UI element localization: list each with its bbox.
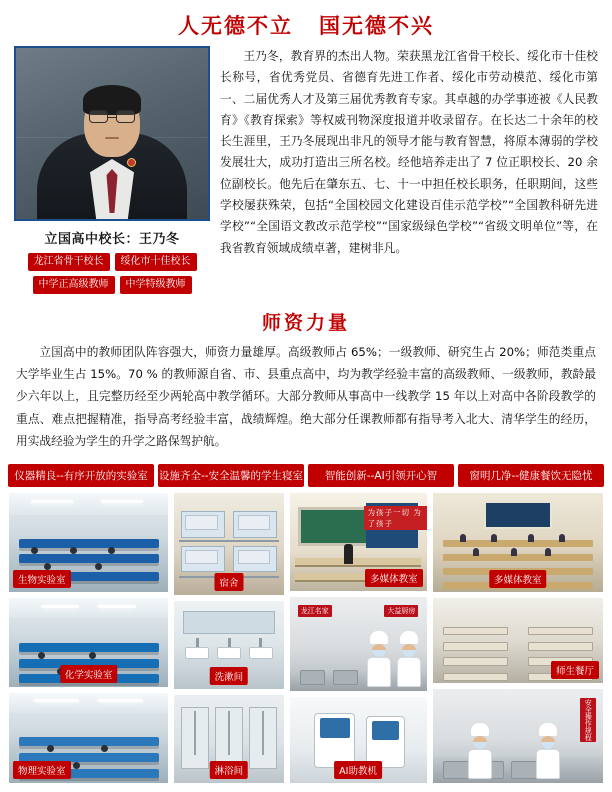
photo-label: AI助教机 (334, 761, 382, 779)
photo-chemistry-lab (8, 597, 169, 689)
photo-label: 师生餐厅 (551, 661, 599, 679)
photo-physics-lab (8, 692, 169, 784)
facility-header-labs: 仪器精良--有序开放的实验室 (8, 464, 154, 487)
collage-column-ai (289, 492, 428, 784)
facility-header-row (0, 452, 612, 492)
photo-kitchen (289, 596, 428, 692)
principal-photo (14, 46, 210, 221)
principal-caption: 立国高中校长：王乃冬 (44, 232, 180, 247)
facility-header-dining: 窗明几净--健康餐饮无隐忧 (458, 464, 604, 487)
kitchen-sign-vertical: 安全操作规程 (580, 698, 596, 742)
photo-label: 多媒体教室 (489, 570, 547, 588)
principal-tag: 中学正高级教师 (33, 276, 115, 294)
faculty-section (0, 341, 612, 452)
principal-tag: 绥化市十佳校长 (115, 253, 197, 271)
kitchen-sign-right: 大益厨房 (384, 605, 418, 617)
photo-kitchen-prep (432, 688, 604, 784)
principal-section (0, 46, 612, 294)
headline-left: 人无德不立 (178, 13, 293, 38)
classroom-banner: 为孩子一切 为了孩子 (364, 506, 427, 530)
principal-tag: 中学特级教师 (120, 276, 192, 294)
photo-label: 化学实验室 (60, 665, 118, 683)
photo-washroom (173, 600, 284, 690)
page-title (0, 0, 612, 46)
photo-label: 洗漱间 (210, 667, 249, 685)
photo-biology-lab (8, 492, 169, 593)
photo-label: 宿舍 (214, 573, 243, 591)
faculty-paragraph: 立国高中的教师团队阵容强大，师资力量雄厚。高级教师占 65%；一级教师、研究生占 20%；师范类重点大学毕业生占 15%。70 % 的教师源自省、市、县重点高中，均为教学经验丰富的高级教师、一级教师，教龄最少六年以上，且完整历经至少两轮高中教学循环。大部分教师从事高中一线教学 15 年以上对高中各阶段教学的重点、难点把握精准，指导高考经验丰富，战绩辉煌。绝大部分任课教师都有指导考入北大、清华学生的经历，用实战经验为学生的升学之路保驾护航。 (16, 345, 596, 448)
facility-header-ai: 智能创新--AI引领开心智 (308, 464, 454, 487)
photo-dorm (173, 492, 284, 595)
faculty-section-title: 师资力量 (261, 312, 350, 334)
headline-right: 国无德不兴 (319, 13, 434, 38)
photo-multimedia-classroom-2 (432, 492, 604, 592)
biography-paragraph: 王乃冬，教育界的杰出人物。荣获黑龙江省骨干校长、绥化市十佳校长称号，省优秀党员、省德育先进工作者、绥化市劳动模范、绥化市第一、二届优秀人才及第三届优秀教育专家。其卓越的办学事迹被《人民教育》《教育探索》等权威刊物深度报道并收录留存。在长达二十余年的校长生涯里，王乃冬展现出非凡的领导才能与教育智慧，将原本薄弱的学校发展壮大，成功打造出三所名校。经他培养走出了 7 位正职校长、20 余位副校长。他先后在肇东五、七、十一中担任校长职务，任职期间，这些学校屡获殊荣，包括“全国校园文化建设百佳示范学校”“全国教科研先进学校”“全国语文教改示范学校”“国家级绿色学校”“省级文明单位”等，在我省教育领域成绩卓著，建树非凡。 (220, 49, 598, 255)
facility-header-dorms: 设施齐全--安全温馨的学生寝室 (158, 464, 304, 487)
principal-tag-list (14, 253, 210, 294)
photo-label: 淋浴间 (210, 761, 249, 779)
facility-photo-collage (0, 492, 612, 792)
photo-label: 物理实验室 (13, 761, 71, 779)
photo-ai-machine (289, 696, 428, 784)
photo-multimedia-classroom (289, 492, 428, 592)
principal-tag: 龙江省骨干校长 (28, 253, 110, 271)
photo-dining-hall (432, 597, 604, 685)
collage-column-dorms (173, 492, 284, 784)
photo-label: 多媒体教室 (365, 569, 423, 587)
portrait-column (14, 46, 210, 294)
kitchen-sign-left: 龙江名家 (298, 605, 332, 617)
principal-biography (220, 46, 598, 259)
collage-column-dining (432, 492, 604, 784)
collage-column-labs (8, 492, 169, 784)
photo-shower (173, 694, 284, 784)
photo-label: 生物实验室 (13, 570, 71, 588)
